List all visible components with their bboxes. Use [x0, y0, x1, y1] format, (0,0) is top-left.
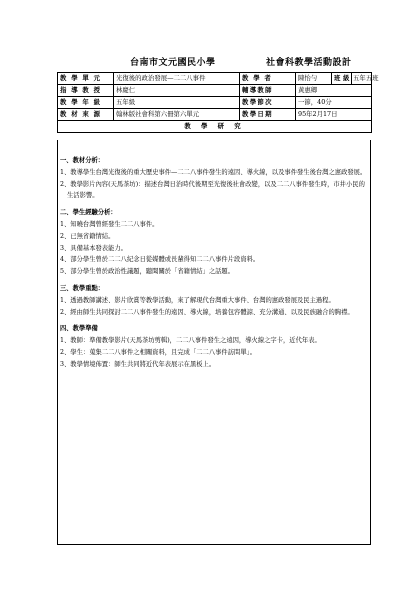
section-heading: 四、教學準備 — [60, 325, 98, 333]
class-value: 五年五班 — [352, 73, 372, 85]
table-row — [58, 97, 372, 109]
source-value: 翰林版社會科第六冊第六單元 — [114, 109, 240, 121]
mentor-label: 輔導教師 — [240, 85, 296, 97]
period-label: 教學節次 — [240, 97, 296, 109]
list-item: 5、部分學生曾於政治性議題，聽聞關於「省籍情結」之話題。 — [60, 268, 235, 276]
teacher-value: 陳怡勻 — [296, 73, 332, 85]
lesson-info-table — [57, 72, 379, 133]
date-value: 95年2月17日 — [296, 109, 372, 121]
unit-value: 光復後的政治發展—二二八事件 — [114, 73, 240, 85]
lesson-content — [60, 155, 368, 371]
grade-value: 五年級 — [114, 97, 240, 109]
table-row — [58, 109, 372, 121]
section-heading: 一、教材分析： — [60, 157, 105, 164]
list-item: 1、教師：準備教學影片(天馬茶坊剪輯)，二二八事件發生之遠因，導火線之字卡，近代年表。 — [60, 337, 321, 345]
list-item: 2、教學影片內容(天馬茶坊)：描述台灣日治時代後期至光復後社會改變，以及二二八事件發生時，市井小民的生活影響。 — [60, 180, 365, 200]
source-label: 教 材 來 源 — [58, 109, 114, 121]
school-name: 台南市文元國民小學 — [130, 58, 216, 68]
period-value: 一節，40分 — [296, 97, 372, 109]
list-item: 3、教學情境佈置：師生共同將近代年表展示在黑板上。 — [60, 360, 216, 368]
table-row — [58, 85, 372, 97]
table-row — [58, 121, 372, 133]
list-item: 3、具備基本發表能力。 — [60, 244, 127, 252]
list-item: 2、經由師生共同探討二二八事件發生的遠因、導火線，培養包容體諒、充分溝通、以及民族融合的胸襟。 — [60, 308, 354, 316]
advisor-value: 林慶仁 — [114, 85, 240, 97]
list-item: 1、透過教師講述、影片欣賞等教學活動，來了解現代台灣重大事件、台灣的憲政發展及民主過程。 — [60, 296, 335, 304]
research-heading: 教 學 研 究 — [58, 121, 372, 133]
list-item: 4、部分學生曾於二二八紀念日從媒體或長輩得知二二八事件片段資料。 — [60, 256, 260, 264]
list-item: 1、教導學生台灣光復後的重大歷史事件—二二八事件發生的遠因、導火線，以及事件發生後台灣之憲政發展。 — [60, 168, 367, 176]
date-label: 教學日期 — [240, 109, 296, 121]
list-item: 2、學生：蒐集二二八事件之相關資料，且完成「二二八事件訪問單」。 — [60, 348, 257, 356]
section-heading: 二、學生經驗分析： — [60, 209, 117, 217]
class-label: 班 級 — [332, 73, 352, 85]
advisor-label: 指 導 教 授 — [58, 85, 114, 97]
document-title: 社會科教學活動設計 — [266, 58, 352, 68]
section-heading: 三、教學重點： — [60, 284, 105, 292]
list-item: 1、知曉台灣曾經發生二二八事件。 — [60, 220, 159, 228]
unit-label: 教 學 單 元 — [58, 73, 114, 85]
table-row — [58, 73, 372, 85]
teacher-label: 教 學 者 — [240, 73, 296, 85]
mentor-value: 黃惠卿 — [296, 85, 372, 97]
grade-label: 教 學 年 級 — [58, 97, 114, 109]
list-item: 2、已無省籍情結。 — [60, 232, 115, 240]
page-header — [0, 55, 420, 69]
